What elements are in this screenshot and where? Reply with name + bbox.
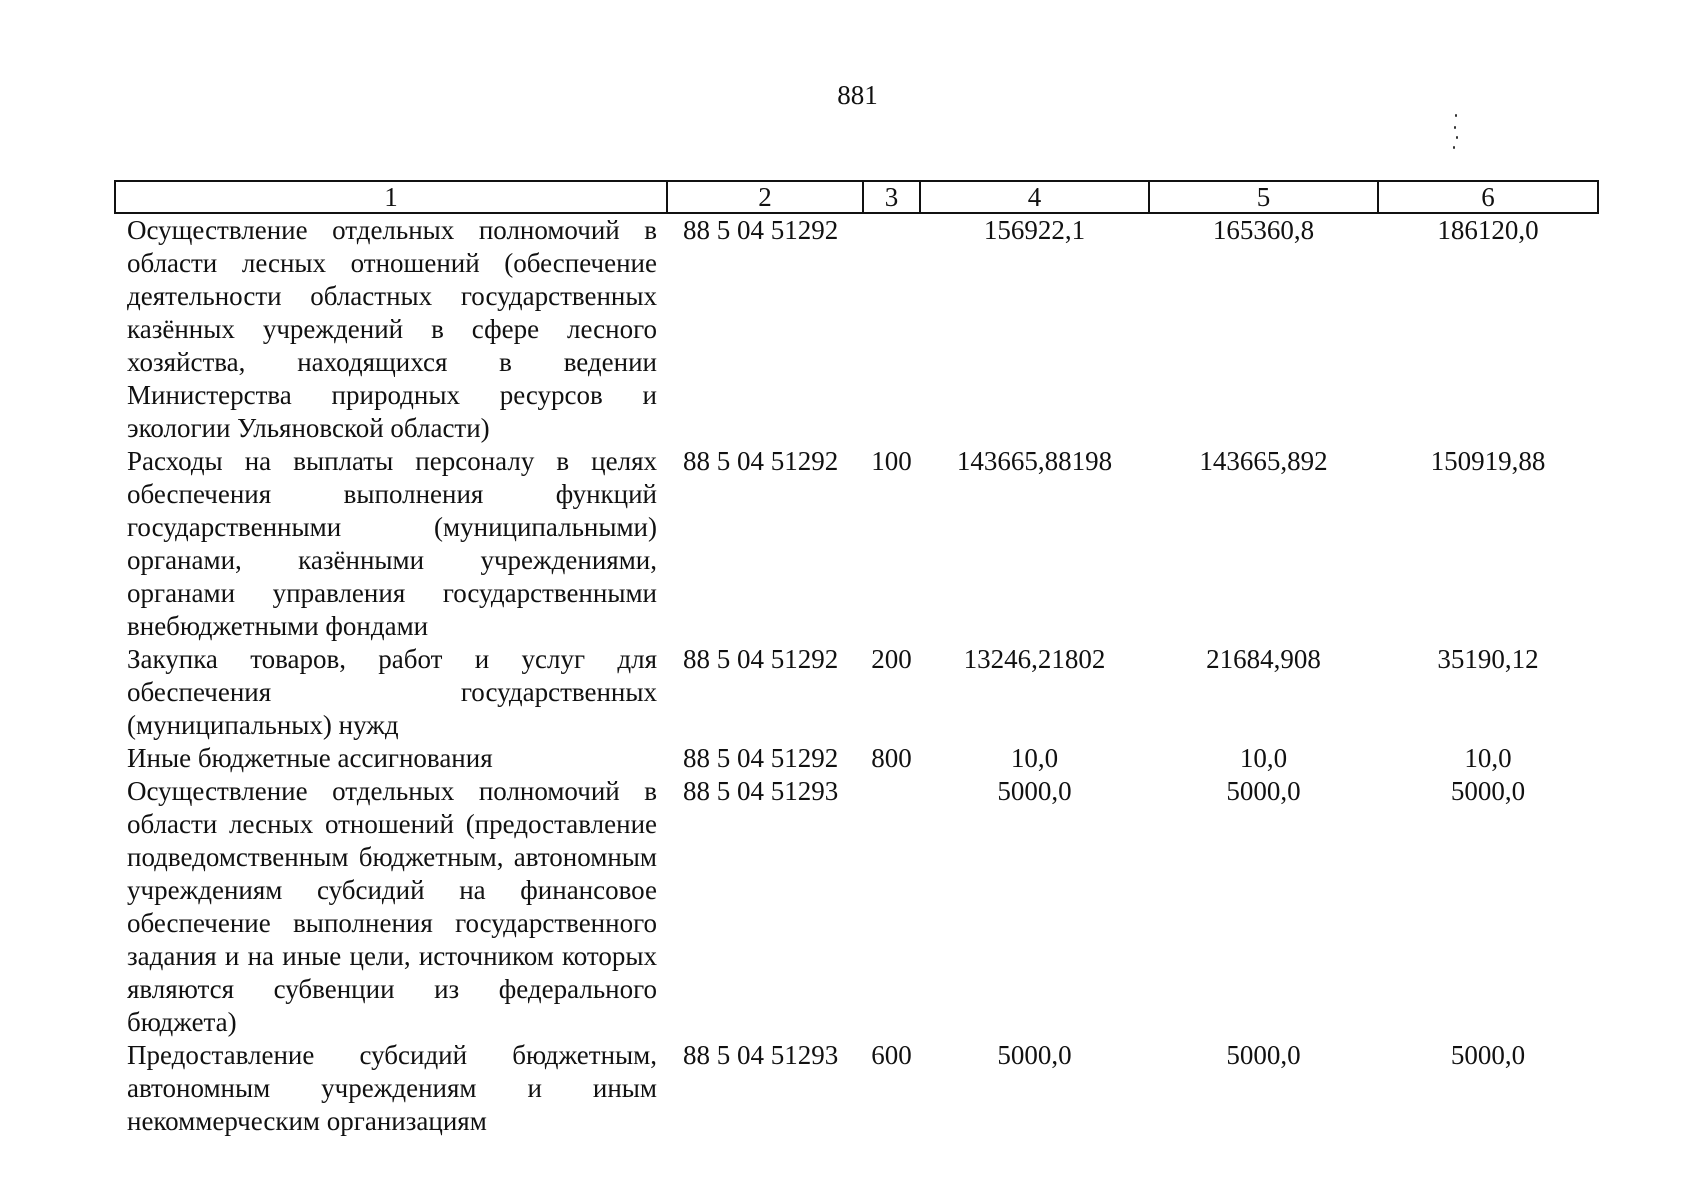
target-code: 88 5 04 51292 [683, 644, 839, 674]
table-row [115, 1039, 1598, 1138]
table-row [115, 775, 1598, 1039]
column-header-3: 3 [863, 181, 920, 213]
expense-name: Предоставление субсидий бюджетным, автономным учреждениям и иным некоммерческим организациям [127, 1040, 657, 1136]
amount-col-4: 156922,1 [983, 215, 1086, 245]
table-row [115, 742, 1598, 775]
column-header-5: 5 [1149, 181, 1378, 213]
expense-name: Иные бюджетные ассигнования [127, 743, 493, 773]
target-code: 88 5 04 51293 [683, 1040, 839, 1070]
amount-col-6: 150919,88 [1430, 446, 1546, 476]
target-code: 88 5 04 51292 [683, 215, 839, 245]
amount-col-6: 10,0 [1464, 743, 1512, 773]
amount-col-4: 143665,88198 [956, 446, 1113, 476]
amount-col-4: 5000,0 [997, 1040, 1072, 1070]
page-number: 881 [837, 80, 878, 110]
amount-col-5: 143665,892 [1199, 446, 1328, 476]
expense-name: Расходы на выплаты персоналу в целях обеспечения выполнения функций государственными (муниципальными) органами, казёнными учреждениями, органами управления государственными внебюджетными фондами [127, 446, 657, 641]
column-header-6: 6 [1378, 181, 1598, 213]
amount-col-5: 5000,0 [1226, 776, 1301, 806]
table-row [115, 445, 1598, 643]
expense-type-code: 600 [871, 1040, 912, 1070]
amount-col-4: 10,0 [1010, 743, 1059, 773]
amount-col-6: 186120,0 [1437, 215, 1539, 245]
column-header-2: 2 [667, 181, 863, 213]
amount-col-5: 10,0 [1239, 743, 1288, 773]
target-code: 88 5 04 51293 [683, 776, 839, 806]
expense-type-code: 200 [871, 644, 912, 674]
expense-type-code [863, 213, 920, 445]
amount-col-6: 5000,0 [1450, 1040, 1526, 1070]
expense-name: Осуществление отдельных полномочий в области лесных отношений (предоставление подведомственным бюджетным, автономным учреждениям субсидий на финансовое обеспечение выполнения государственного задания и на иные цели, источником которых являются субвенции из федерального бюджета) [127, 776, 657, 1037]
scan-artifact-marks [1452, 114, 1460, 154]
amount-col-4: 5000,0 [997, 776, 1072, 806]
column-header-1: 1 [115, 181, 667, 213]
budget-table [114, 180, 1599, 1138]
amount-col-6: 35190,12 [1437, 644, 1539, 674]
amount-col-5: 21684,908 [1206, 644, 1321, 674]
table-row [115, 643, 1598, 742]
target-code: 88 5 04 51292 [683, 743, 839, 773]
amount-col-5: 5000,0 [1226, 1040, 1301, 1070]
expense-name: Осуществление отдельных полномочий в области лесных отношений (обеспечение деятельности областных государственных казённых учреждений в сфере лесного хозяйства, находящихся в ведении Министерства природных ресурсов и экологии Ульяновской области) [127, 215, 657, 443]
target-code: 88 5 04 51292 [683, 446, 839, 476]
amount-col-6: 5000,0 [1450, 776, 1526, 806]
expense-name: Закупка товаров, работ и услуг для обеспечения государственных (муниципальных) нужд [127, 644, 657, 740]
amount-col-5: 165360,8 [1212, 215, 1315, 245]
table-row [115, 213, 1598, 445]
table-header [115, 181, 1598, 213]
header-row [115, 181, 1598, 213]
expense-type-code: 100 [871, 446, 912, 476]
expense-type-code: 800 [871, 743, 912, 773]
table-body [115, 213, 1598, 1138]
expense-type-code [863, 775, 920, 1039]
amount-col-4: 13246,21802 [963, 644, 1106, 674]
column-header-4: 4 [920, 181, 1149, 213]
